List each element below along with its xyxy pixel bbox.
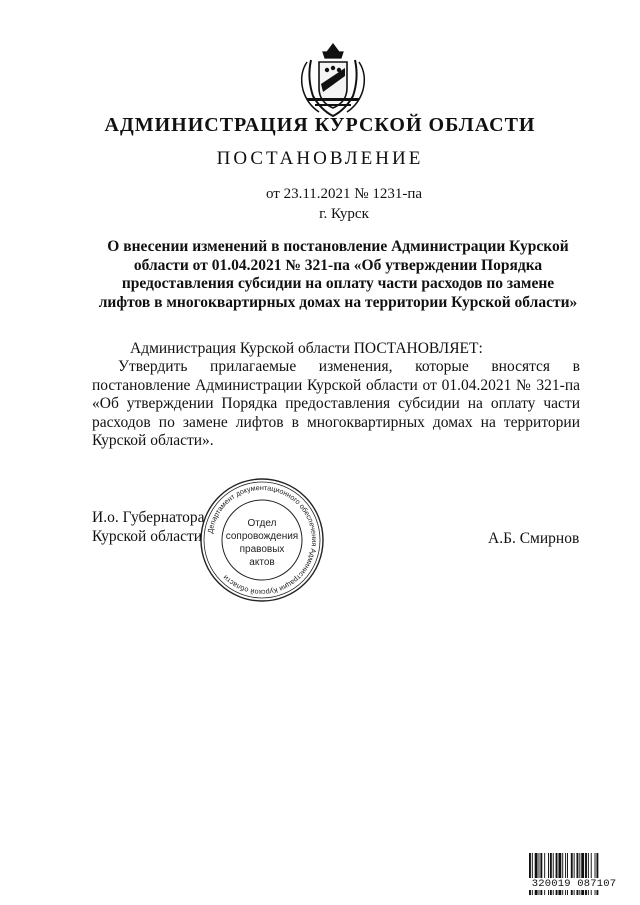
- signatory-title-line2: Курской области: [92, 528, 203, 545]
- document-type: ПОСТАНОВЛЕНИЕ: [216, 148, 424, 169]
- signatory-title: [92, 508, 205, 546]
- document-date-number: от 23.11.2021 № 1231-па: [265, 186, 423, 202]
- stamp-center-line-1: Отдел: [247, 518, 277, 529]
- body-paragraph: Утвердить прилагаемые изменения, которые вносятся в постановление Администрации Курской области от 01.04.2021 № 321-па «Об утверждении Порядка предоставления субсидии на оплату части расходов по замене лифтов в многоквартирных домах на территории Курской области».: [92, 358, 580, 449]
- document-subject: О внесении изменений в постановление Администрации Курской области от 01.04.2021 № 321-па «Об утверждении Порядка предоставления субсидии на оплату части расходов по замене лифтов в многоквартирных домах на территории Курской области»: [98, 238, 578, 311]
- official-stamp: [198, 476, 326, 604]
- stamp-center-line-4: актов: [249, 557, 275, 568]
- document-city: г. Курск: [319, 206, 369, 222]
- stamp-ring-text: Департамент документационного обеспечения Администрации Курской области: [205, 482, 320, 598]
- coat-of-arms-emblem: [297, 38, 369, 120]
- organization-title: АДМИНИСТРАЦИЯ КУРСКОЙ ОБЛАСТИ: [104, 114, 536, 136]
- stamp-center-line-2: сопровождения: [225, 531, 299, 542]
- stamp-center-line-3: правовых: [239, 544, 285, 555]
- signatory-name: А.Б. Смирнов: [488, 530, 580, 547]
- preamble-text: Администрация Курской области ПОСТАНОВЛЯЕТ:: [130, 340, 483, 357]
- barcode-number: 320019 087107: [529, 878, 619, 890]
- signatory-title-line1: И.о. Губернатора: [92, 509, 205, 526]
